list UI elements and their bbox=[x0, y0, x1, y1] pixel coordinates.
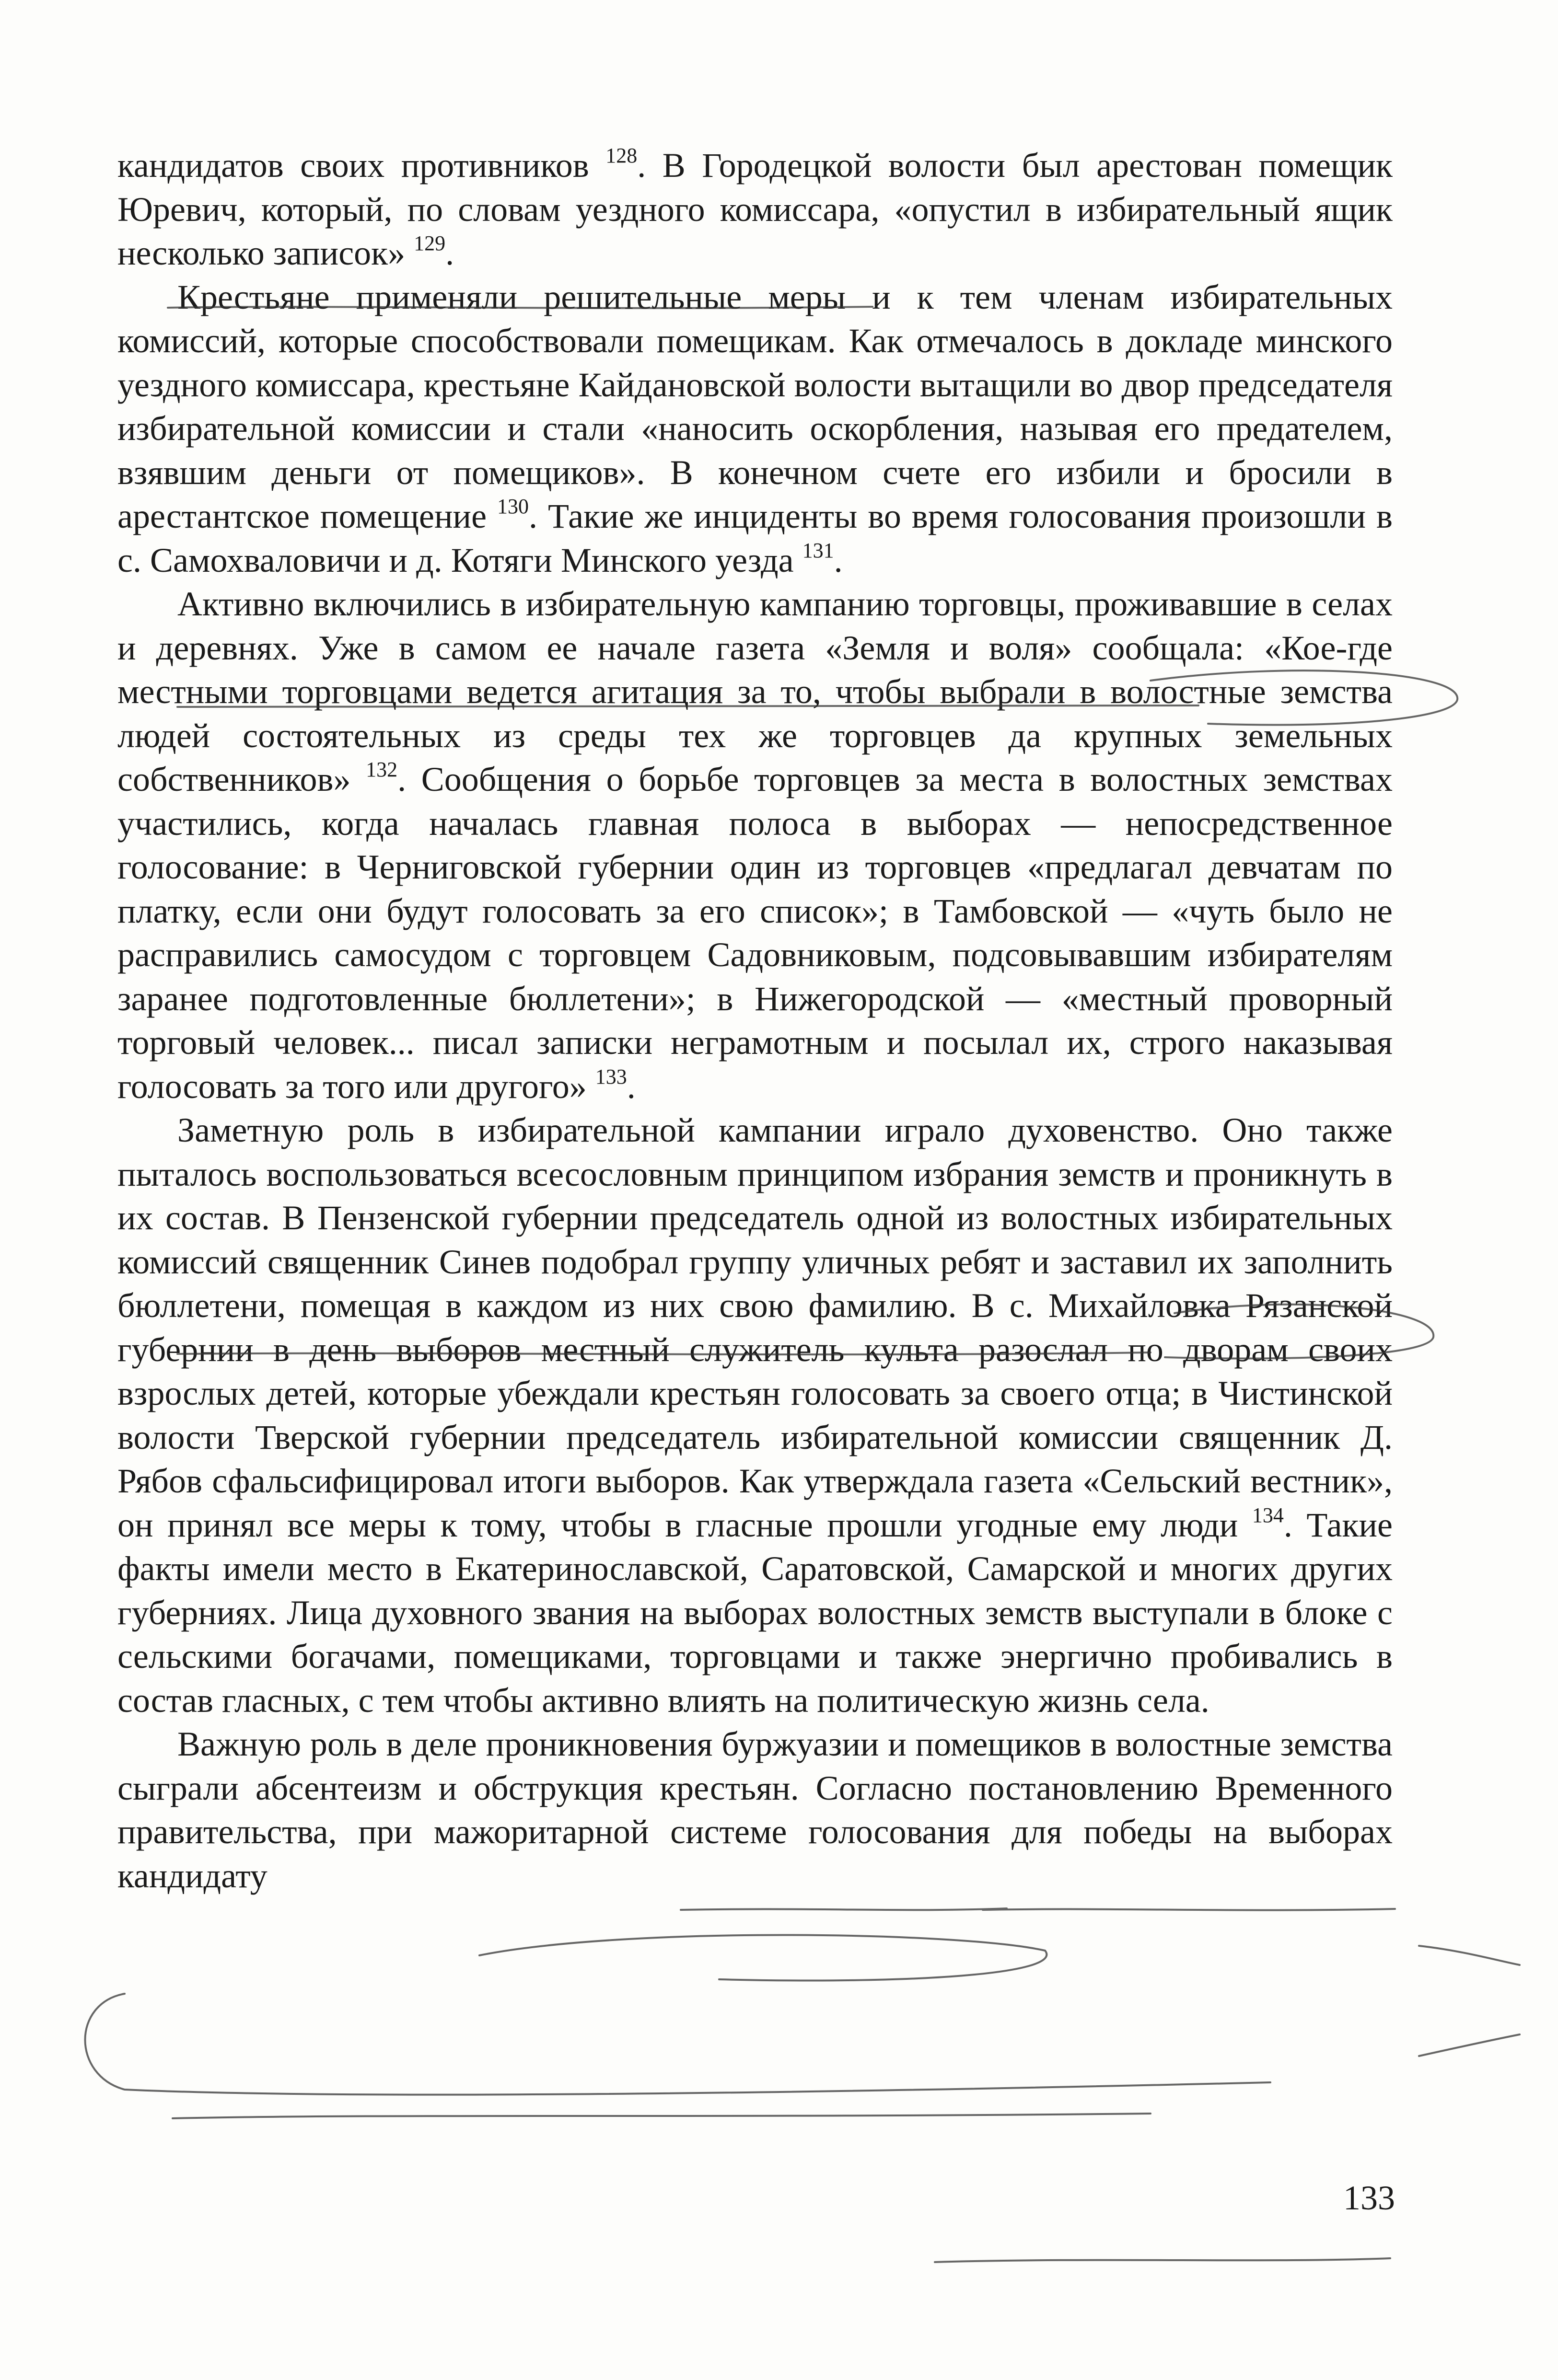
paragraph-4 bbox=[117, 1109, 1393, 1722]
paragraph-text: . bbox=[834, 541, 843, 579]
pen-bracket-mark bbox=[85, 1994, 1271, 2095]
page-body bbox=[117, 144, 1393, 1898]
paragraph-text: кандидатов своих противников bbox=[117, 146, 606, 185]
paragraph-text: Активно включились в избирательную кампанию торговцы, проживавшие в селах и деревнях. Уже в самом ее начале газета «Земля и воля» сообщала: «Кое-где местными торговцами ведется агитация за то, чтобы выбрали в волостные земства людей состоятельных из среды тех же торговцев да крупных земельных собственников» bbox=[117, 585, 1393, 798]
paragraph-text: . Такие же инциденты во время голосования произошли в с. Самохваловичи и д. Котяги Минского уезда bbox=[117, 497, 1393, 579]
pen-underline bbox=[173, 2114, 1151, 2118]
paragraph-text: Заметную роль в избирательной кампании играло духовенство. Оно также пыталось воспользоваться всесословным принципом избрания земств и проникнуть в их состав. В Пензенской губернии председатель одной из волостных избирательных комиссий священник Синев подобрал группу уличных ребят и заставил их заполнить бюллетени, помещая в каждом из них свою фамилию. В с. Михайловка Рязанской губернии в день выборов местный служитель культа разослал по дворам своих взрослых детей, которые убеждали крестьян голосовать за своего отца; в Чистинской волости Тверской губернии председатель избирательной комиссии священник Д. Рябов сфальсифицировал итоги выборов. Как утверждала газета «Сельский вестник», он принял все меры к тому, чтобы в гласные прошли угодные ему люди bbox=[117, 1111, 1393, 1544]
paragraph-text: . bbox=[627, 1067, 636, 1106]
footnote-ref: 132 bbox=[366, 758, 398, 781]
pen-underline bbox=[935, 2258, 1390, 2262]
paragraph-text: . bbox=[445, 234, 454, 272]
pen-margin-stroke bbox=[1419, 2034, 1520, 2056]
pen-underline bbox=[983, 1909, 1395, 1910]
paragraph-2 bbox=[117, 276, 1393, 583]
paragraph-5 bbox=[117, 1722, 1393, 1898]
paragraph-text: Крестьяне применяли решительные меры и к тем членам избирательных комиссий, которые способствовали помещикам. Как отмечалось в докладе минского уездного комиссара, крестьяне Кайдановской волости вытащили во двор председателя избирательной комиссии и стали «наносить оскорбления, называя его предателем, взявшим деньги от помещиков». В конечном счете его избили и бросили в арестантское помещение bbox=[117, 277, 1393, 535]
paragraph-text: . Такие факты имели место в Екатеринославской, Саратовской, Самарской и многих других губерниях. Лица духовного звания на выборах волостных земств выступали в блоке с сельскими богачами, помещиками, торговцами и также энергично пробивались в состав гласных, с тем чтобы активно влиять на политическую жизнь села. bbox=[117, 1505, 1393, 1720]
footnote-ref: 130 bbox=[497, 495, 529, 518]
pen-underline bbox=[681, 1908, 1007, 1910]
footnote-ref: 128 bbox=[605, 144, 638, 167]
paragraph-text: . Сообщения о борьбе торговцев за места в волостных земствах участились, когда началась главная полоса в выборах — непосредственное голосование: в Черниговской губернии один из торговцев «предлагал девчатам по платку, если они будут голосовать за его список»; в Тамбовской — «чуть было не расправились самосудом с торговцем Садовниковым, подсовывавшим избирателям заранее подготовленные бюллетени»; в Нижегородской — «местный проворный торговый человек... писал записки неграмотным и посылал их, строго наказывая голосовать за того или другого» bbox=[117, 760, 1393, 1106]
page-number: 133 bbox=[1343, 2179, 1395, 2217]
paragraph-1 bbox=[117, 144, 1393, 276]
footnote-ref: 131 bbox=[802, 538, 834, 562]
pen-circle-mark bbox=[479, 1935, 1046, 1981]
pen-margin-stroke bbox=[1419, 1946, 1520, 1965]
footnote-ref: 133 bbox=[595, 1064, 627, 1088]
paragraph-3 bbox=[117, 582, 1393, 1109]
footnote-ref: 129 bbox=[414, 231, 446, 255]
footnote-ref: 134 bbox=[1252, 1503, 1284, 1527]
paragraph-text: . В Городецкой волости был арестован помещик Юревич, который, по словам уездного комиссара, «опустил в избирательный ящик несколько записок» bbox=[117, 146, 1393, 272]
paragraph-text: Важную роль в деле проникновения буржуазии и помещиков в волостные земства сыграли абсентеизм и обструкция крестьян. Согласно постановлению Временного правительства, при мажоритарной системе голосования для победы на выборах кандидату bbox=[117, 1725, 1393, 1895]
